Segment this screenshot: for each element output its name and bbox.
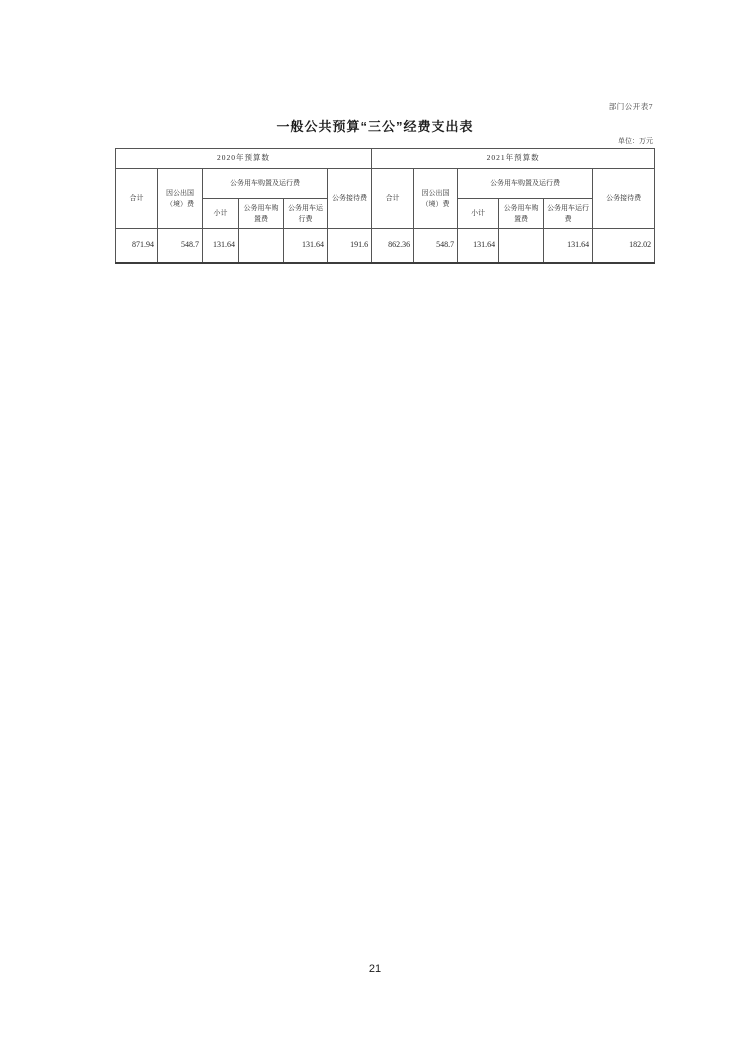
cell-2020-abroad: 548.7 — [158, 229, 203, 263]
cell-2021-reception: 182.02 — [593, 229, 655, 263]
cell-2020-reception: 191.6 — [328, 229, 372, 263]
cell-2021-purchase — [499, 229, 544, 263]
table-header-row-upper — [116, 169, 655, 199]
cell-2020-total: 871.94 — [116, 229, 158, 263]
year-header-2021: 2021年预算数 — [372, 149, 655, 169]
cell-2021-abroad: 548.7 — [414, 229, 458, 263]
page-title: 一般公共预算“三公”经费支出表 — [276, 119, 474, 134]
cell-2021-total: 862.36 — [372, 229, 414, 263]
col-header-purchase-2021: 公务用车购置费 — [499, 199, 544, 229]
col-header-subtotal-2021: 小计 — [458, 199, 499, 229]
cell-2021-operation: 131.64 — [544, 229, 593, 263]
budget-table — [115, 148, 655, 264]
col-header-reception-2021: 公务接待费 — [593, 169, 655, 229]
table-year-header-row — [116, 149, 655, 169]
cell-2020-operation: 131.64 — [284, 229, 328, 263]
col-header-vehicle-group-2020: 公务用车购置及运行费 — [203, 169, 328, 199]
col-header-abroad-2021: 因公出国（境）费 — [414, 169, 458, 229]
cell-2020-purchase — [239, 229, 284, 263]
cell-2020-subtotal: 131.64 — [203, 229, 239, 263]
col-header-operation-2021: 公务用车运行费 — [544, 199, 593, 229]
col-header-reception-2020: 公务接待费 — [328, 169, 372, 229]
col-header-total-2020: 合计 — [116, 169, 158, 229]
col-header-operation-2020: 公务用车运行费 — [284, 199, 328, 229]
unit-note: 单位：万元 — [618, 137, 653, 145]
col-header-abroad-2020: 因公出国（境）费 — [158, 169, 203, 229]
doc-label: 部门公开表7 — [608, 102, 653, 111]
page-number: 21 — [368, 963, 382, 975]
col-header-purchase-2020: 公务用车购置费 — [239, 199, 284, 229]
col-header-total-2021: 合计 — [372, 169, 414, 229]
year-header-2020: 2020年预算数 — [116, 149, 372, 169]
cell-2021-subtotal: 131.64 — [458, 229, 499, 263]
table-data-row — [116, 229, 655, 263]
col-header-subtotal-2020: 小计 — [203, 199, 239, 229]
col-header-vehicle-group-2021: 公务用车购置及运行费 — [458, 169, 593, 199]
